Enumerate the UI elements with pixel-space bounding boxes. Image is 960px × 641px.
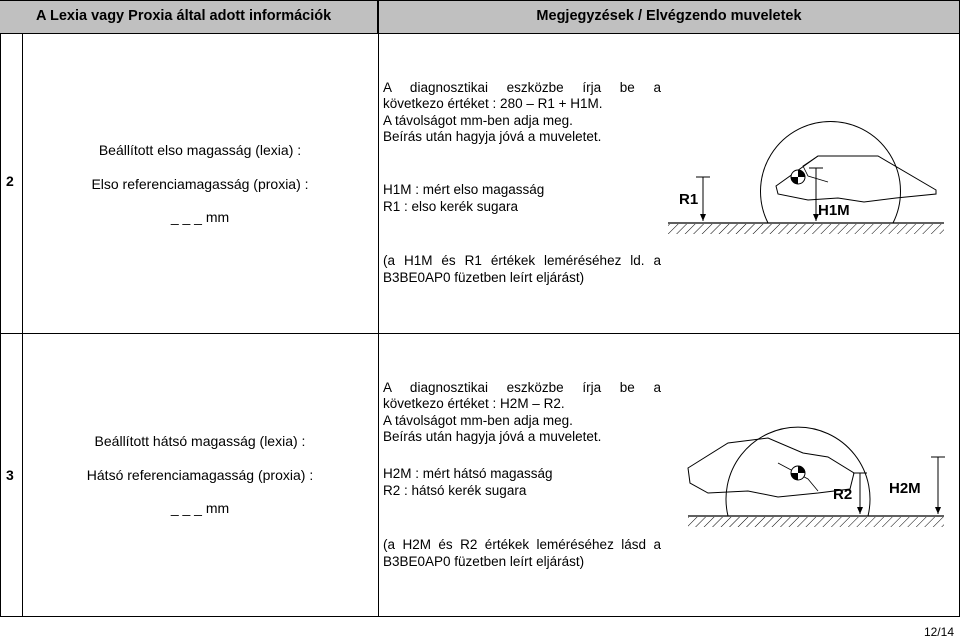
row-left-line: Beállított hátsó magasság (lexia) : <box>94 433 306 449</box>
table-border-left <box>0 33 1 616</box>
row-left-line: Beállított elso magasság (lexia) : <box>98 142 302 158</box>
text-line: A diagnosztikai eszközbe írja be a <box>383 380 661 395</box>
text-line: (a H2M és R2 értékek leméréséhez lásd a <box>383 537 661 552</box>
instruction-paragraph <box>383 396 601 446</box>
page-total: 14 <box>940 625 954 639</box>
text-line: B3BE0AP0 füzetben leírt eljárást) <box>383 554 585 569</box>
text-line: következo értéket : 280 – R1 + H1M. <box>383 96 603 111</box>
table-border-col1 <box>22 33 23 616</box>
table-border-mid <box>0 333 960 334</box>
rear-wheel-height-icon <box>668 393 958 533</box>
row-number: 3 <box>6 467 14 483</box>
text-line: A diagnosztikai eszközbe írja be a <box>383 80 661 95</box>
instruction-paragraph <box>383 96 603 146</box>
text-line: következo értéket : H2M – R2. <box>383 396 565 411</box>
text-line: R1 : elso kerék sugara <box>383 198 519 214</box>
row-left-line: Elso referenciamagasság (proxia) : <box>91 176 309 192</box>
diagram-label-h2m: H2M <box>889 480 921 497</box>
front-wheel-height-icon <box>668 98 958 248</box>
diagram-label-h1m: H1M <box>818 202 850 219</box>
text-line: R2 : hátsó kerék sugara <box>383 482 527 498</box>
text-line: A távolságot mm-ben adja meg. <box>383 412 573 428</box>
row-left-line: Hátsó referenciamagasság (proxia) : <box>86 467 314 483</box>
text-line: A távolságot mm-ben adja meg. <box>383 112 573 128</box>
reference-paragraph <box>383 537 661 554</box>
header-right: Megjegyzések / Elvégzendo muveletek <box>378 0 960 33</box>
diagram-label-r1: R1 <box>679 191 699 208</box>
table-border-header <box>0 33 960 34</box>
page-current: 12 <box>923 625 938 639</box>
reference-paragraph <box>383 554 584 571</box>
text-line: H2M : mért hátsó magasság <box>383 466 553 481</box>
text-line: H1M : mért elso magasság <box>383 182 545 197</box>
text-line: (a H1M és R1 értékek leméréséhez ld. a <box>383 253 661 268</box>
text-line: Beírás után hagyja jóvá a muveletet. <box>383 129 602 145</box>
table-border-col2 <box>378 0 379 616</box>
text-line: Beírás után hagyja jóvá a muveletet. <box>383 429 602 445</box>
page-number: 12/14 <box>923 625 954 639</box>
text-line: B3BE0AP0 füzetben leírt eljárást) <box>383 270 585 285</box>
reference-paragraph <box>383 270 584 287</box>
definition-paragraph <box>383 182 544 215</box>
row-number: 2 <box>6 173 14 189</box>
table-border-bottom <box>0 616 960 617</box>
instruction-paragraph <box>383 380 661 397</box>
diagram-label-r2: R2 <box>833 486 853 503</box>
instruction-paragraph <box>383 80 661 97</box>
row-left-line: _ _ _ mm <box>170 209 230 225</box>
row-left-line: _ _ _ mm <box>170 500 230 516</box>
header-left: A Lexia vagy Proxia által adott információk <box>0 0 378 33</box>
definition-paragraph <box>383 466 553 499</box>
reference-paragraph <box>383 253 661 270</box>
table-border-top <box>0 0 960 1</box>
